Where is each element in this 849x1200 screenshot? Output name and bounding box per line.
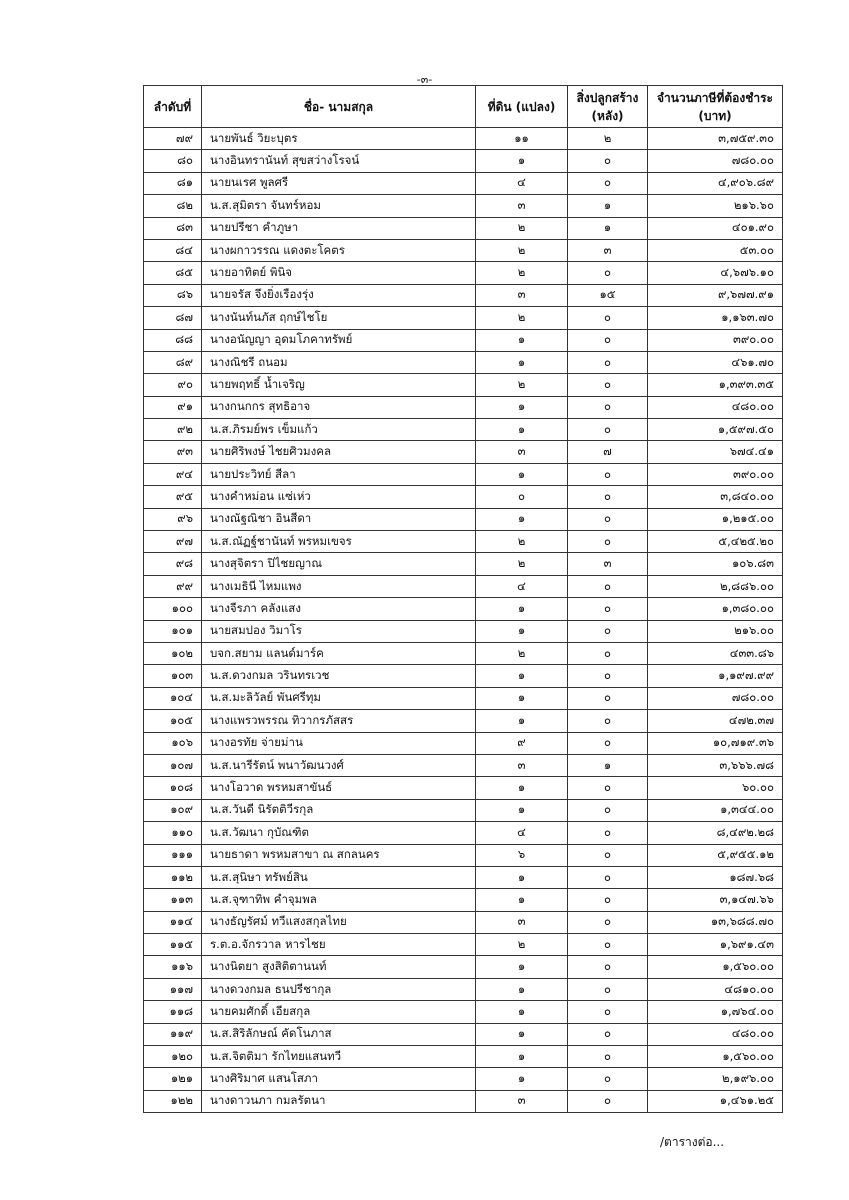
- row-name: นางเมธินี ไหมแพง: [202, 575, 476, 597]
- table-row: [144, 463, 783, 485]
- row-name: นางกนกกร สุทธิอาจ: [202, 396, 476, 418]
- row-building: ๐: [568, 598, 648, 620]
- row-tax: ๑๐,๗๑๙.๓๖: [648, 732, 783, 754]
- row-building: ๐: [568, 911, 648, 933]
- row-name: น.ส.สุนิษา ทรัพย์สิน: [202, 866, 476, 888]
- row-tax: ๓๙๐.๐๐: [648, 329, 783, 351]
- row-name: น.ส.นารีรัตน์ พนาวัฒนวงศ์: [202, 754, 476, 776]
- table-row: [144, 1046, 783, 1068]
- row-building: ๐: [568, 396, 648, 418]
- row-tax: ๑๓,๖๘๘.๗๐: [648, 911, 783, 933]
- row-tax: ๗๘๐.๐๐: [648, 150, 783, 172]
- row-name: นางศิริมาศ แสนโสภา: [202, 1068, 476, 1090]
- table-row: [144, 956, 783, 978]
- row-land: ๑: [476, 978, 568, 1000]
- table-row: [144, 508, 783, 530]
- row-building: ๐: [568, 486, 648, 508]
- table-row: [144, 419, 783, 441]
- row-building: ๐: [568, 710, 648, 732]
- row-tax: ๔,๖๗๖.๑๐: [648, 262, 783, 284]
- row-land: ๑: [476, 620, 568, 642]
- row-building: ๐: [568, 732, 648, 754]
- row-building: ๐: [568, 620, 648, 642]
- tax-table: [143, 85, 783, 1113]
- row-tax: ๔๘๑๐.๐๐: [648, 978, 783, 1000]
- row-order: ๘๐: [144, 150, 202, 172]
- row-order: ๘๓: [144, 217, 202, 239]
- row-order: ๙๗: [144, 531, 202, 553]
- row-land: ๒: [476, 239, 568, 261]
- row-building: ๐: [568, 934, 648, 956]
- row-tax: ๓,๗๕๙.๓๐: [648, 128, 783, 150]
- row-land: ๑: [476, 1001, 568, 1023]
- row-name: นายจรัส จึงยิ่งเรืองรุ่ง: [202, 284, 476, 306]
- table-row: [144, 710, 783, 732]
- table-row: [144, 978, 783, 1000]
- row-tax: ๑,๑๖๓.๗๐: [648, 307, 783, 329]
- row-order: ๙๘: [144, 553, 202, 575]
- row-land: ๑: [476, 710, 568, 732]
- row-order: ๑๑๓: [144, 889, 202, 911]
- table-row: [144, 642, 783, 664]
- row-order: ๙๒: [144, 419, 202, 441]
- row-order: ๙๑: [144, 396, 202, 418]
- row-building: ๐: [568, 642, 648, 664]
- row-tax: ๓,๘๔๐.๐๐: [648, 486, 783, 508]
- row-order: ๑๑๙: [144, 1023, 202, 1045]
- row-land: ๑: [476, 598, 568, 620]
- row-land: ๒: [476, 262, 568, 284]
- row-tax: ๒,๑๙๖.๐๐: [648, 1068, 783, 1090]
- row-land: ๓: [476, 284, 568, 306]
- row-land: ๑: [476, 396, 568, 418]
- row-land: ๓: [476, 754, 568, 776]
- row-name: น.ส.ภิรมย์พร เข็มแก้ว: [202, 419, 476, 441]
- row-tax: ๖๗๔.๔๑: [648, 441, 783, 463]
- row-tax: ๕๓.๐๐: [648, 239, 783, 261]
- page-number: -๓-: [416, 73, 433, 86]
- row-name: น.ส.ดวงกมล วรินทรเวช: [202, 665, 476, 687]
- row-building: ๐: [568, 150, 648, 172]
- row-land: ๒: [476, 553, 568, 575]
- row-name: นายประวิทย์ สีลา: [202, 463, 476, 485]
- row-name: ร.ต.อ.จักรวาล หารไชย: [202, 934, 476, 956]
- table-row: [144, 1090, 783, 1112]
- row-building: ๓: [568, 239, 648, 261]
- row-order: ๘๑: [144, 172, 202, 194]
- table-row: [144, 531, 783, 553]
- row-land: ๐: [476, 486, 568, 508]
- table-row: [144, 866, 783, 888]
- row-tax: ๕,๙๕๕.๑๒: [648, 844, 783, 866]
- row-tax: ๔๓๓.๘๖: [648, 642, 783, 664]
- row-land: ๒: [476, 217, 568, 239]
- row-land: ๔: [476, 172, 568, 194]
- table-row: [144, 598, 783, 620]
- row-name: น.ส.จุฑาทิพ คำจุมพล: [202, 889, 476, 911]
- header-building-line2: (หลัง): [591, 108, 624, 123]
- row-name: นายพฤทธิ์ น้ำเจริญ: [202, 374, 476, 396]
- row-order: ๑๑๕: [144, 934, 202, 956]
- header-building-line1: สิ่งปลูกสร้าง: [576, 90, 639, 105]
- row-building: ๐: [568, 329, 648, 351]
- row-tax: ๑,๓๙๓.๓๕: [648, 374, 783, 396]
- table-row: [144, 396, 783, 418]
- row-name: นายปรีชา คำภูษา: [202, 217, 476, 239]
- row-name: นายสมปอง วิมาโร: [202, 620, 476, 642]
- row-order: ๑๐๗: [144, 754, 202, 776]
- row-order: ๑๑๑: [144, 844, 202, 866]
- row-name: น.ส.มะลิวัลย์ พันศรีทุม: [202, 687, 476, 709]
- row-name: นางดาวนภา กมลรัตนา: [202, 1090, 476, 1112]
- row-land: ๓: [476, 911, 568, 933]
- row-tax: ๑,๕๖๐.๐๐: [648, 956, 783, 978]
- row-building: ๐: [568, 978, 648, 1000]
- table-row: [144, 1001, 783, 1023]
- row-order: ๙๓: [144, 441, 202, 463]
- row-order: ๑๐๑: [144, 620, 202, 642]
- row-name: น.ส.สุมิตรา จันทร์หอม: [202, 195, 476, 217]
- continued-note: /ตารางต่อ...: [660, 1135, 725, 1149]
- row-order: ๑๐๖: [144, 732, 202, 754]
- row-building: ๐: [568, 1001, 648, 1023]
- row-order: ๑๐๕: [144, 710, 202, 732]
- row-building: ๐: [568, 1023, 648, 1045]
- header-tax: [648, 86, 783, 128]
- row-building: ๐: [568, 575, 648, 597]
- row-name: นายพันธ์ วิยะบุตร: [202, 128, 476, 150]
- row-land: ๔: [476, 822, 568, 844]
- table-row: [144, 217, 783, 239]
- row-tax: ๑,๑๙๗.๙๙: [648, 665, 783, 687]
- row-building: ๑: [568, 754, 648, 776]
- row-land: ๑: [476, 150, 568, 172]
- row-name: นายคมศักดิ์ เอียสกุล: [202, 1001, 476, 1023]
- table-body: [144, 128, 783, 1113]
- row-land: ๑: [476, 1068, 568, 1090]
- row-building: ๐: [568, 419, 648, 441]
- row-order: ๙๙: [144, 575, 202, 597]
- row-land: ๒: [476, 642, 568, 664]
- table-row: [144, 486, 783, 508]
- row-tax: ๔๘๐.๐๐: [648, 396, 783, 418]
- row-building: ๐: [568, 307, 648, 329]
- row-land: ๑: [476, 889, 568, 911]
- row-name: น.ส.ณัฏฐ์ชานันท์ พรหมเขจร: [202, 531, 476, 553]
- row-building: ๐: [568, 777, 648, 799]
- table-row: [144, 1068, 783, 1090]
- row-order: ๑๐๓: [144, 665, 202, 687]
- row-building: ๐: [568, 844, 648, 866]
- row-order: ๘๖: [144, 284, 202, 306]
- row-order: ๑๒๐: [144, 1046, 202, 1068]
- row-land: ๓: [476, 441, 568, 463]
- table-row: [144, 351, 783, 373]
- row-building: ๒: [568, 128, 648, 150]
- table-row: [144, 374, 783, 396]
- row-name: นางสุจิตรา ปิไชยญาณ: [202, 553, 476, 575]
- row-order: ๑๐๘: [144, 777, 202, 799]
- row-land: ๒: [476, 934, 568, 956]
- row-land: ๑: [476, 665, 568, 687]
- row-name: นางณัฐณิชา อินสีดา: [202, 508, 476, 530]
- row-name: นางอนัญญา อุดมโภคาทรัพย์: [202, 329, 476, 351]
- table-row: [144, 687, 783, 709]
- row-building: ๐: [568, 1090, 648, 1112]
- row-tax: ๒๑๖.๐๐: [648, 620, 783, 642]
- row-land: ๑: [476, 1023, 568, 1045]
- row-tax: ๓,๖๖๖.๗๘: [648, 754, 783, 776]
- row-land: ๑: [476, 956, 568, 978]
- table-row: [144, 844, 783, 866]
- row-land: ๑: [476, 351, 568, 373]
- row-building: ๐: [568, 799, 648, 821]
- row-land: ๖: [476, 844, 568, 866]
- row-land: ๑: [476, 508, 568, 530]
- row-name: นางนันท์นภัส ฤกษ์ไชโย: [202, 307, 476, 329]
- row-building: ๑๕: [568, 284, 648, 306]
- table-row: [144, 284, 783, 306]
- header-name: ชื่อ- นามสกุล: [202, 86, 476, 128]
- row-order: ๑๐๒: [144, 642, 202, 664]
- row-name: นางผกาวรรณ แดงตะโคตร: [202, 239, 476, 261]
- row-land: ๑: [476, 329, 568, 351]
- row-order: ๑๑๘: [144, 1001, 202, 1023]
- row-order: ๙๔: [144, 463, 202, 485]
- row-building: ๐: [568, 822, 648, 844]
- table-header: [144, 86, 783, 128]
- row-tax: ๓,๑๔๗.๖๖: [648, 889, 783, 911]
- row-building: ๐: [568, 956, 648, 978]
- row-tax: ๑,๕๙๗.๕๐: [648, 419, 783, 441]
- table-row: [144, 822, 783, 844]
- row-building: ๐: [568, 374, 648, 396]
- row-tax: ๑,๓๘๐.๐๐: [648, 598, 783, 620]
- row-name: นายนเรศ พูลศรี: [202, 172, 476, 194]
- row-building: ๐: [568, 1068, 648, 1090]
- row-land: ๑: [476, 777, 568, 799]
- row-land: ๑: [476, 1046, 568, 1068]
- row-name: นางดวงกมล ธนปรีชากุล: [202, 978, 476, 1000]
- row-building: ๐: [568, 889, 648, 911]
- row-building: ๐: [568, 508, 648, 530]
- row-name: นางจีรภา คลังแสง: [202, 598, 476, 620]
- table-row: [144, 262, 783, 284]
- table-row: [144, 732, 783, 754]
- row-tax: ๖๐.๐๐: [648, 777, 783, 799]
- row-tax: ๑,๓๔๔.๐๐: [648, 799, 783, 821]
- table-row: [144, 172, 783, 194]
- row-land: ๑: [476, 866, 568, 888]
- table-row: [144, 553, 783, 575]
- table-row: [144, 665, 783, 687]
- row-building: ๐: [568, 172, 648, 194]
- row-order: ๙๐: [144, 374, 202, 396]
- table-row: [144, 777, 783, 799]
- row-order: ๑๑๗: [144, 978, 202, 1000]
- table-row: [144, 1023, 783, 1045]
- row-name: นายศิริพงษ์ ไชยศิวมงคล: [202, 441, 476, 463]
- row-order: ๑๑๐: [144, 822, 202, 844]
- row-tax: ๑,๗๖๔.๐๐: [648, 1001, 783, 1023]
- row-land: ๑๑: [476, 128, 568, 150]
- row-land: ๙: [476, 732, 568, 754]
- row-land: ๓: [476, 1090, 568, 1112]
- row-order: ๙๕: [144, 486, 202, 508]
- table-row: [144, 128, 783, 150]
- row-order: ๘๗: [144, 307, 202, 329]
- row-land: ๑: [476, 463, 568, 485]
- row-name: นางณิชรี ถนอม: [202, 351, 476, 373]
- row-tax: ๘,๔๙๒.๒๘: [648, 822, 783, 844]
- row-tax: ๑,๒๑๕.๐๐: [648, 508, 783, 530]
- row-name: บจก.สยาม แลนด์มาร์ค: [202, 642, 476, 664]
- table-row: [144, 889, 783, 911]
- row-name: นางคำหม่อน แซ่เห่ว: [202, 486, 476, 508]
- row-tax: ๑,๖๙๑.๔๓: [648, 934, 783, 956]
- table-row: [144, 575, 783, 597]
- header-tax-line1: จำนวนภาษีที่ต้องชำระ: [656, 90, 773, 105]
- row-order: ๙๖: [144, 508, 202, 530]
- row-name: นางโอวาด พรหมสาขันธ์: [202, 777, 476, 799]
- row-tax: ๓๙๐.๐๐: [648, 463, 783, 485]
- row-tax: ๑๘๗.๖๘: [648, 866, 783, 888]
- table-row: [144, 799, 783, 821]
- row-tax: ๑๐๖.๘๓: [648, 553, 783, 575]
- row-order: ๘๕: [144, 262, 202, 284]
- row-building: ๐: [568, 463, 648, 485]
- row-order: ๑๑๒: [144, 866, 202, 888]
- row-building: ๐: [568, 351, 648, 373]
- row-building: ๑: [568, 195, 648, 217]
- row-land: ๑: [476, 799, 568, 821]
- row-order: ๘๔: [144, 239, 202, 261]
- row-order: ๑๒๑: [144, 1068, 202, 1090]
- row-name: น.ส.วันดี นิรัตติวีรกุล: [202, 799, 476, 821]
- table-row: [144, 441, 783, 463]
- row-land: ๓: [476, 195, 568, 217]
- row-tax: ๔๐๑.๙๐: [648, 217, 783, 239]
- row-building: ๐: [568, 1046, 648, 1068]
- row-name: น.ส.วัฒนา กุบัณฑิต: [202, 822, 476, 844]
- row-tax: ๑,๕๖๐.๐๐: [648, 1046, 783, 1068]
- row-land: ๔: [476, 575, 568, 597]
- row-order: ๑๑๖: [144, 956, 202, 978]
- row-name: นายธาดา พรหมสาขา ณ สกลนคร: [202, 844, 476, 866]
- table-row: [144, 239, 783, 261]
- row-tax: ๔๘๐.๐๐: [648, 1023, 783, 1045]
- table-row: [144, 754, 783, 776]
- row-order: ๑๑๔: [144, 911, 202, 933]
- row-tax: ๑,๔๖๑.๒๕: [648, 1090, 783, 1112]
- table-row: [144, 307, 783, 329]
- row-name: นางนิตยา สูงสิติตานนท์: [202, 956, 476, 978]
- row-order: ๑๐๙: [144, 799, 202, 821]
- row-land: ๒: [476, 531, 568, 553]
- row-order: ๘๘: [144, 329, 202, 351]
- table-row: [144, 329, 783, 351]
- row-tax: ๔,๙๐๖.๘๙: [648, 172, 783, 194]
- row-tax: ๒,๘๘๖.๐๐: [648, 575, 783, 597]
- row-building: ๗: [568, 441, 648, 463]
- row-order: ๑๐๐: [144, 598, 202, 620]
- row-name: นางแพรวพรรณ ทิวากรภัสสร: [202, 710, 476, 732]
- table-row: [144, 150, 783, 172]
- header-land: ที่ดิน (แปลง): [476, 86, 568, 128]
- row-order: ๘๙: [144, 351, 202, 373]
- row-tax: ๗๘๐.๐๐: [648, 687, 783, 709]
- row-order: ๑๐๔: [144, 687, 202, 709]
- row-name: น.ส.จิตติมา รักไทยแสนทวี: [202, 1046, 476, 1068]
- header-building: [568, 86, 648, 128]
- row-tax: ๔๖๑.๗๐: [648, 351, 783, 373]
- row-land: ๑: [476, 419, 568, 441]
- row-order: ๗๙: [144, 128, 202, 150]
- row-name: นางอินทรานันท์ สุขสว่างโรจน์: [202, 150, 476, 172]
- row-name: นายอาทิตย์ พินิจ: [202, 262, 476, 284]
- row-tax: ๙,๖๗๗.๙๑: [648, 284, 783, 306]
- row-order: ๑๒๒: [144, 1090, 202, 1112]
- row-building: ๑: [568, 217, 648, 239]
- row-name: นางอรทัย จ่ายม่าน: [202, 732, 476, 754]
- table-row: [144, 911, 783, 933]
- row-tax: ๕,๔๒๕.๒๐: [648, 531, 783, 553]
- table-row: [144, 934, 783, 956]
- table-row: [144, 195, 783, 217]
- row-name: น.ส.สิริลักษณ์ คัดโนภาส: [202, 1023, 476, 1045]
- row-tax: ๒๑๖.๖๐: [648, 195, 783, 217]
- row-building: ๐: [568, 262, 648, 284]
- row-tax: ๔๗๒.๓๗: [648, 710, 783, 732]
- row-building: ๐: [568, 866, 648, 888]
- row-building: ๐: [568, 687, 648, 709]
- table-row: [144, 620, 783, 642]
- row-land: ๑: [476, 687, 568, 709]
- row-building: ๓: [568, 553, 648, 575]
- row-order: ๘๒: [144, 195, 202, 217]
- row-land: ๒: [476, 307, 568, 329]
- row-building: ๐: [568, 665, 648, 687]
- row-land: ๒: [476, 374, 568, 396]
- row-building: ๐: [568, 531, 648, 553]
- header-order: ลำดับที่: [144, 86, 202, 128]
- row-name: นางธัญรัศม์ ทวีแสงสกุลไทย: [202, 911, 476, 933]
- header-tax-line2: (บาท): [698, 108, 732, 123]
